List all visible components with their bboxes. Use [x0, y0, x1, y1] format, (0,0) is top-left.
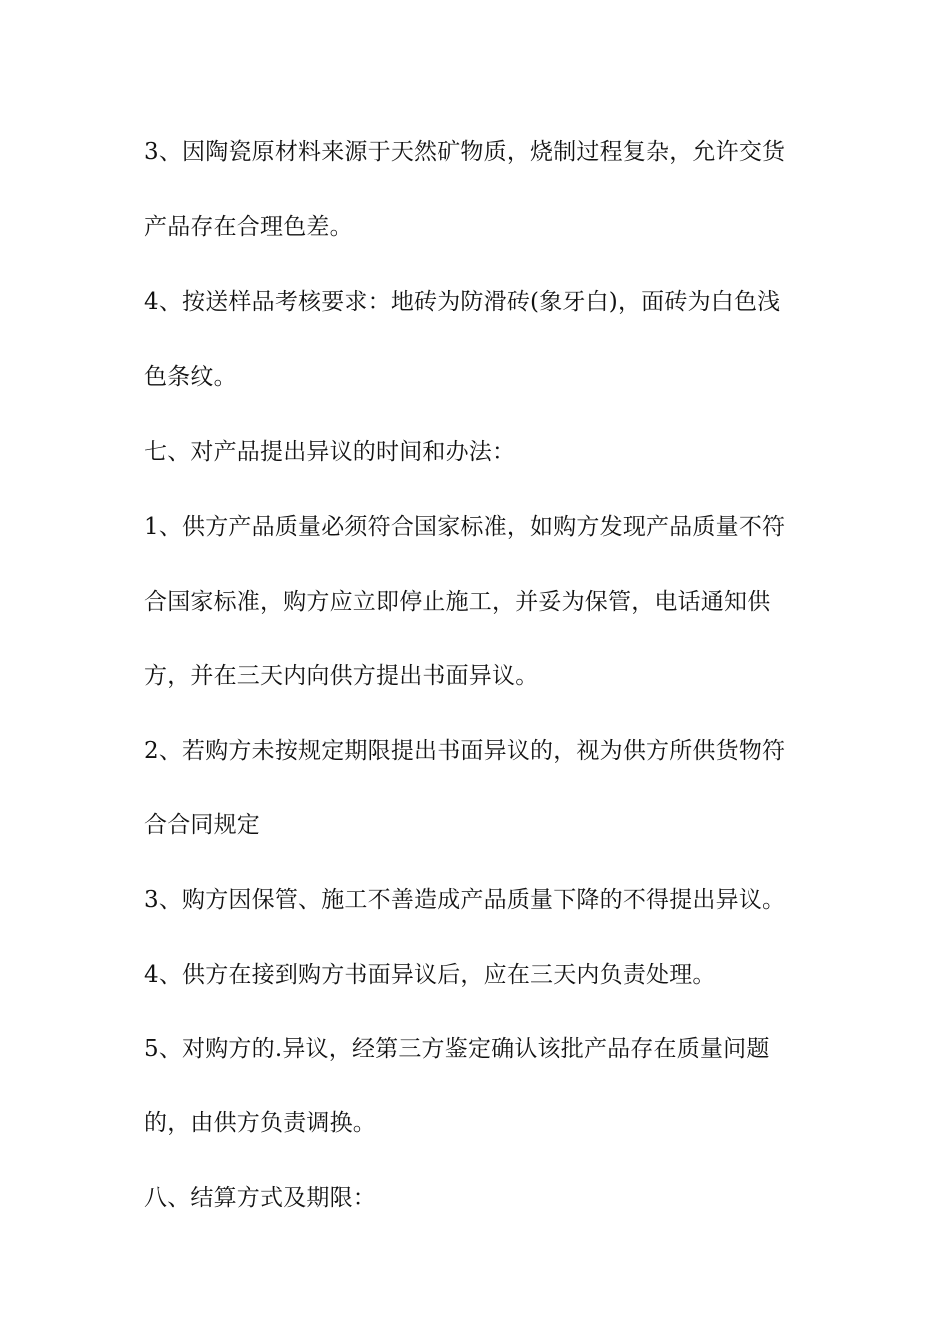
- paragraph-line: 5、对购方的.异议，经第三方鉴定确认该批产品存在质量问题: [144, 1036, 770, 1062]
- section-heading: 七、对产品提出异议的时间和办法：: [144, 439, 516, 465]
- paragraph-line: 色条纹。: [144, 364, 237, 390]
- paragraph-line: 1、供方产品质量必须符合国家标准，如购方发现产品质量不符: [144, 514, 786, 540]
- paragraph-line: 3、购方因保管、施工不善造成产品质量下降的不得提出异议。: [144, 887, 786, 913]
- paragraph-line: 合合同规定: [144, 812, 260, 838]
- paragraph-line: 方，并在三天内向供方提出书面异议。: [144, 663, 539, 689]
- paragraph-line: 合国家标准，购方应立即停止施工，并妥为保管，电话通知供: [144, 589, 771, 615]
- paragraph-line: 2、若购方未按规定期限提出书面异议的，视为供方所供货物符: [144, 738, 786, 764]
- paragraph-line: 4、供方在接到购方书面异议后，应在三天内负责处理。: [144, 962, 716, 988]
- paragraph-line: 4、按送样品考核要求：地砖为防滑砖(象牙白)，面砖为白色浅: [144, 289, 781, 315]
- paragraph-line: 的，由供方负责调换。: [144, 1110, 376, 1136]
- paragraph-line: 产品存在合理色差。: [144, 214, 353, 240]
- paragraph-line: 3、因陶瓷原材料来源于天然矿物质，烧制过程复杂，允许交货: [144, 139, 786, 165]
- section-heading: 八、结算方式及期限：: [144, 1185, 376, 1211]
